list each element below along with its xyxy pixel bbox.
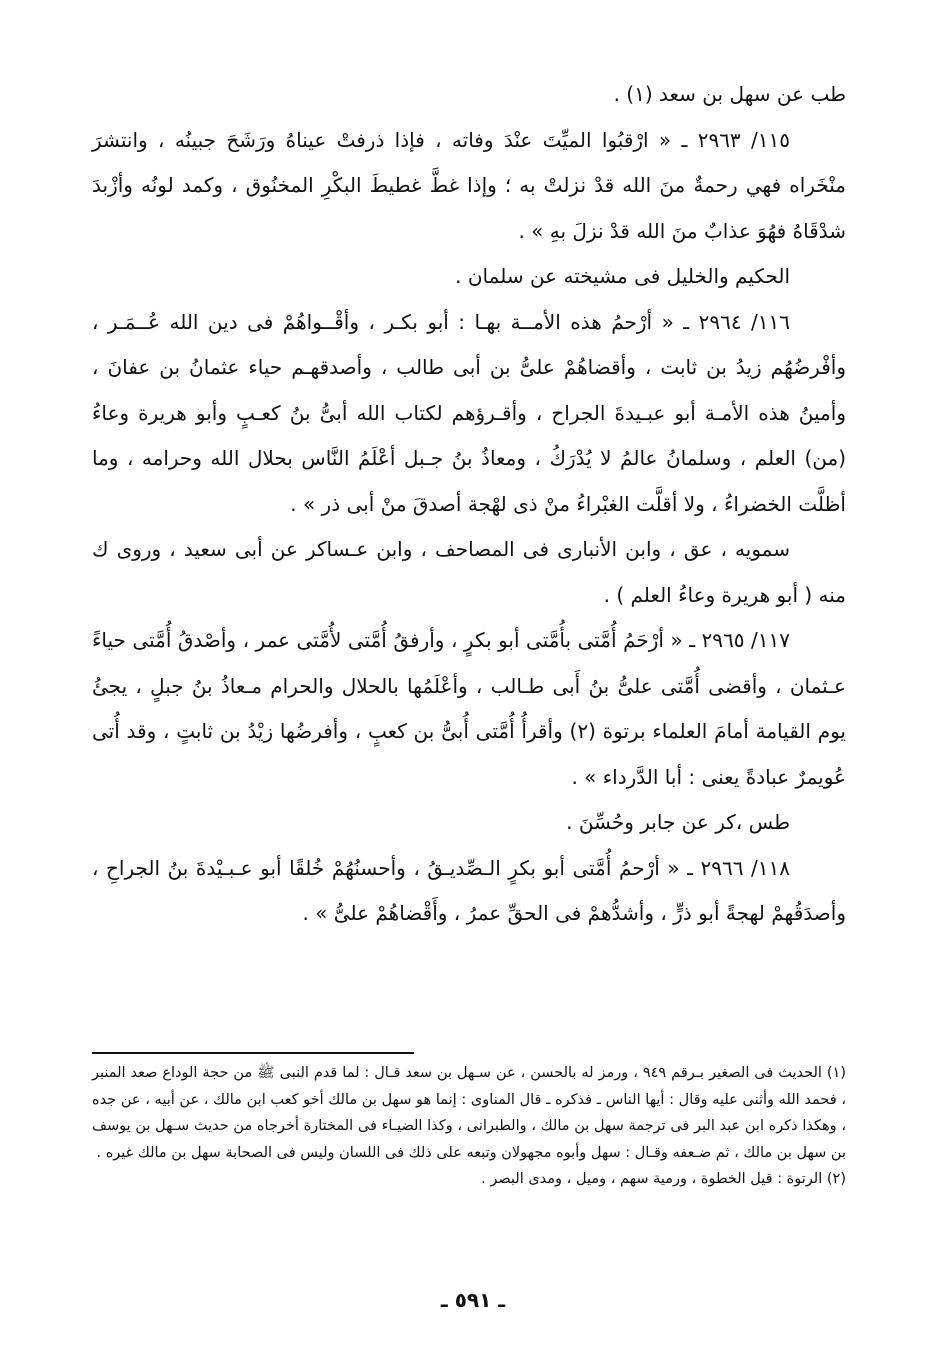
body-text: [92, 72, 846, 937]
source-line: طب عن سهل بن سعد (١) .: [613, 82, 846, 106]
footnote-divider: [92, 1052, 414, 1054]
hadith-117: ١١٧/ ٢٩٦٥ ـ « أرْحَمُ أُمَّتى بأُمَّتى أبو بكرٍ ، وأرفقُ أُمَّتى لأُمَّتى عمر ، وأصْدقُ أُمَّتى حياءً عـثمان ، وأقضى أُمَّتى علىُّ بنُ أَبى طـالب ، وأعْلَمُها بالحلال والحرام مـعاذُ بنُ جبلٍ ، يجئُ يوم القيامة أمامَ العلماء برتوة (٢) وأقرأُ أُمَّتى أُبىُّ بن كعبٍ ، وأفرضُها زيْدُ بن ثابتٍ ، وقد أُتى عُويمرٌ عبادةً يعنى : أبا الدَّرداء » .: [92, 628, 846, 789]
footnote-2: (٢) الرتوة : قيل الخطوة ، ورمية سهم ، وميل ، ومدى البصر .: [481, 1171, 846, 1187]
source-line: الحكيم والخليل فى مشيخته عن سلمان .: [455, 264, 790, 288]
page-number: ـ ٥٩١ ـ: [440, 1288, 506, 1312]
hadith-118: ١١٨/ ٢٩٦٦ ـ « أرْحمُ أُمَّتى أبو بكرٍ الـصِّديـقُ ، وأحسنُهُمْ خُلقًا أبو عـبـيْدةَ بنُ الجراحِ ، وأصدَقُهمْ لهجةً أبو ذرٍّ ، وأشدُّهمْ فى الحقِّ عمرُ ، وأَقْضاهُمْ علىُّ » .: [92, 855, 846, 925]
footnote-1: (١) الحديث فى الصغير بـرقم ٩٤٩ ، ورمز له بالحسن ، عن سـهل بن سعد قـال : لما قدم النبى ﷺ من حجة الوداع صعد المنبر ، فحمد الله وأثنى عليه وقال : أيها الناس ـ فذكره ـ قال المناوى : إنما هو سهل بن مالك أخو كعب ابن مالك ، عن أبيه ، عن جده ، وهكذا ذكره ابن عبد البر فى ترجمة سهل بن مالك ، والطبرانى ، وكذا الضيـاء فى المختارة أخرجاه من حديث سـهل بن يوسف بن سهل بن مالك ، ثم ضـعفه وقـال : سهل وأبوه مجهولان وتبعه على ذلك فى اللسان وليس فى الصحابة سهل بن مالك غيره .: [92, 1065, 847, 1161]
hadith-116: ١١٦/ ٢٩٦٤ ـ « أرْحمُ هذه الأمــة بهـا : أبو بكـر ، وأقْــواهُمْ فى دين الله عُــمَـر ، وأفْرضُهُم زيدُ بن ثابت ، وأقضاهُمْ علىُّ بن أبى طالب ، وأصدقهـم حياء عثمانُ بن عفانَ ، وأمينُ هذه الأمـة أبو عبـيدةَ الجراح ، وأقـرؤهم لكتاب الله أبىُّ بنُ كعـبٍ وأبو هريرة وعاءُ (من) العلم ، وسلمانُ عالمُ لا يُدْرَكُ ، ومعاذُ بنُ جـبل أعْلَمُ النَّاس بحلال الله وحرامه ، وما أظلَّت الخضراءُ ، ولا أقلَّت الغبْراءُ منْ ذى لهْجة أصدقَ منْ أبى ذر » .: [92, 309, 846, 516]
source-line: سمويه ، عق ، وابن الأنبارى فى المصاحف ، وابن عـساكر عن أبى سعيد ، وروى ك منه ( أبو هريرة وعاءُ العلم ) .: [92, 537, 846, 607]
footnotes: [92, 1052, 846, 1193]
hadith-115: ١١٥/ ٢٩٦٣ ـ « ارْقبُوا الميِّتَ عنْدَ وفاته ، فإذا ذرفتْ عيناهُ ورَشَحَ جبينُه ، وانتشرَ منْخَراه فهي رحمةٌ منَ الله قدْ نزلتْ به ؛ وإذا غطَّ غطيطَ البكْرِ المخنُوق ، وكمد لونُه وأزْبدَ شدْقَاهُ فهُوَ عذابٌ منَ الله قدْ نزلَ بهِ » .: [92, 127, 846, 243]
source-line: طس ،كر عن جابر وحُسِّنَ .: [566, 810, 790, 834]
